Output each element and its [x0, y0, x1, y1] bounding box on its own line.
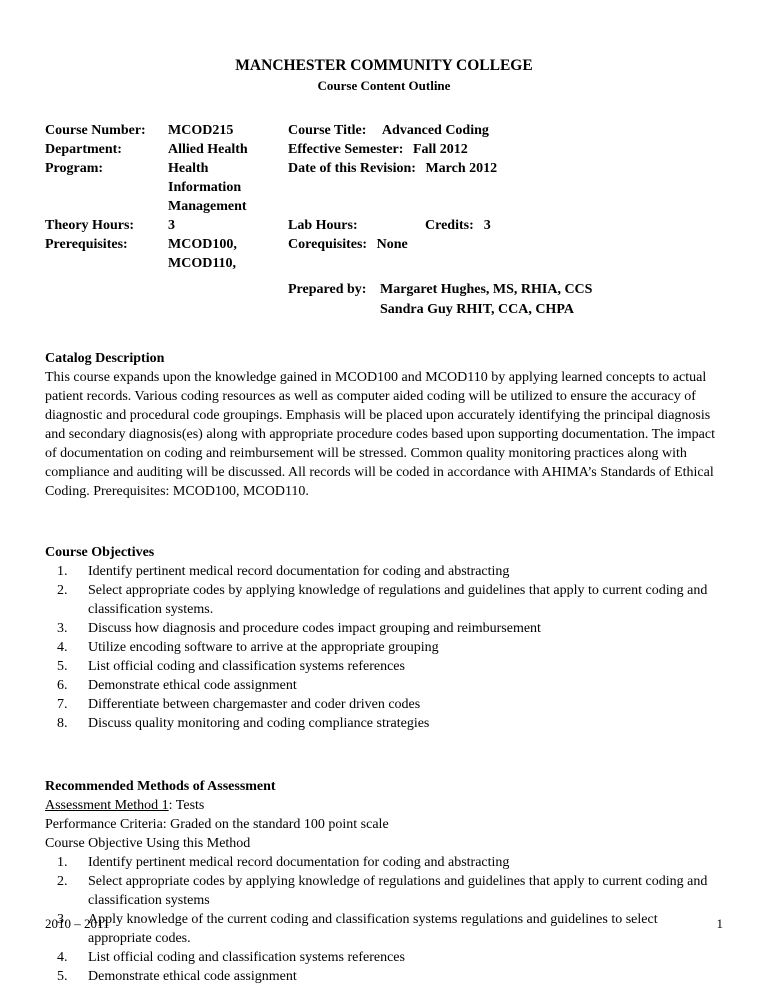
theory-hours-value: 3 — [168, 218, 175, 233]
course-number-label: Course Number: — [45, 123, 146, 138]
prerequisites-label: Prerequisites: — [45, 237, 128, 252]
assessment-objective-item: Demonstrate ethical code assignment — [88, 969, 297, 984]
department-label: Department: — [45, 142, 122, 157]
prepared-by-label: Prepared by: — [288, 282, 367, 297]
revision-date-label: Date of this Revision: — [288, 161, 416, 176]
assessment-objective-heading: Course Objective Using this Method — [45, 836, 251, 851]
course-objective-item: Differentiate between chargemaster and coder driven codes — [88, 697, 421, 712]
row-program — [45, 159, 723, 216]
revision-date-pair — [288, 159, 723, 178]
effective-semester-value: Fall 2012 — [412, 142, 468, 157]
course-objectives-list — [45, 562, 723, 733]
course-number-value: MCOD215 — [168, 123, 234, 138]
assessment-objective-item: Apply knowledge of the current coding and classification systems regulations and guidelines to select appropriate codes. — [88, 912, 658, 946]
assessment-method-value: : Tests — [168, 798, 205, 813]
lab-hours-credits — [288, 216, 723, 235]
assessment-objective-item: Select appropriate codes by applying knowledge of regulations and guidelines that apply to current coding and classification systems — [88, 874, 708, 908]
prepared-by-name-2: Sandra Guy RHIT, CCA, CHPA — [380, 302, 574, 317]
course-objectives-heading: Course Objectives — [45, 545, 155, 560]
assessment-section — [45, 777, 723, 986]
program-label: Program: — [45, 161, 104, 176]
page-footer — [45, 915, 723, 932]
row-course-number — [45, 121, 723, 140]
catalog-description-section — [45, 349, 723, 501]
course-objective-item: Utilize encoding software to arrive at the appropriate grouping — [88, 640, 439, 655]
assessment-method-line — [45, 796, 723, 815]
performance-criteria-line: Performance Criteria: Graded on the standard 100 point scale — [45, 817, 389, 832]
course-objective-item: Discuss how diagnosis and procedure codes impact grouping and reimbursement — [88, 621, 541, 636]
course-title-value: Advanced Coding — [381, 123, 489, 138]
course-objective-item: Demonstrate ethical code assignment — [88, 678, 297, 693]
effective-semester-label: Effective Semester: — [288, 142, 404, 157]
theory-hours-label: Theory Hours: — [45, 218, 135, 233]
course-objective-item: List official coding and classification systems references — [88, 659, 405, 674]
footer-page-number: 1 — [716, 916, 723, 931]
credits-label: Credits: — [425, 218, 474, 233]
prepared-by-names — [380, 280, 592, 319]
course-objective-item: Select appropriate codes by applying knowledge of regulations and guidelines that apply to current coding and classification systems. — [88, 583, 708, 617]
page-title: MANCHESTER COMMUNITY COLLEGE — [235, 57, 533, 74]
course-objective-item: Discuss quality monitoring and coding compliance strategies — [88, 716, 430, 731]
lab-hours-label: Lab Hours: — [288, 218, 358, 233]
prepared-by-cell — [288, 280, 723, 319]
course-objectives-section — [45, 543, 723, 733]
prepared-by-name-1: Margaret Hughes, MS, RHIA, CCS — [380, 282, 593, 297]
row-prepared-by — [45, 280, 723, 319]
prerequisites-value: MCOD100, MCOD110, — [168, 237, 237, 271]
course-title-pair — [288, 121, 723, 140]
assessment-objective-item: Identify pertinent medical record documentation for coding and abstracting — [88, 855, 510, 870]
footer-year-range: 2010 – 2011 — [45, 916, 110, 931]
credits-value: 3 — [483, 218, 491, 233]
corequisites-label: Corequisites: — [288, 237, 368, 252]
effective-semester-pair — [288, 140, 723, 159]
revision-date-value: March 2012 — [425, 161, 498, 176]
page-subtitle: Course Content Outline — [317, 78, 451, 93]
row-prerequisites — [45, 235, 723, 273]
row-theory-hours — [45, 216, 723, 235]
row-department — [45, 140, 723, 159]
assessment-heading: Recommended Methods of Assessment — [45, 779, 276, 794]
department-value: Allied Health — [168, 142, 248, 157]
assessment-objective-item: List official coding and classification systems references — [88, 950, 405, 965]
catalog-description-heading: Catalog Description — [45, 351, 165, 366]
corequisites-value: None — [376, 237, 408, 252]
program-value: Health Information Management — [168, 161, 247, 214]
course-info-table — [45, 121, 723, 319]
course-title-label: Course Title: — [288, 123, 367, 138]
corequisites-pair — [288, 235, 723, 254]
catalog-description-body: This course expands upon the knowledge gained in MCOD100 and MCOD110 by applying learned concepts to actual patient records. Various coding resources as well as computer aided coding will be utilized to ensure the accuracy of diagnostic and procedural code groupings. Emphasis will be placed upon accurately identifying the principal diagnosis and secondary diagnosis(es) along with appropriate procedure codes based upon supporting documentation. The impact of documentation on coding and reimbursement will be stressed. Common quality monitoring practices along with compliance and auditing will be discussed. All records will be coded in accordance with AHIMA’s Standards of Ethical Coding. Prerequisites: MCOD100, MCOD110. — [45, 370, 715, 499]
course-objective-item: Identify pertinent medical record documentation for coding and abstracting — [88, 564, 510, 579]
assessment-method-label: Assessment Method 1 — [45, 798, 169, 813]
